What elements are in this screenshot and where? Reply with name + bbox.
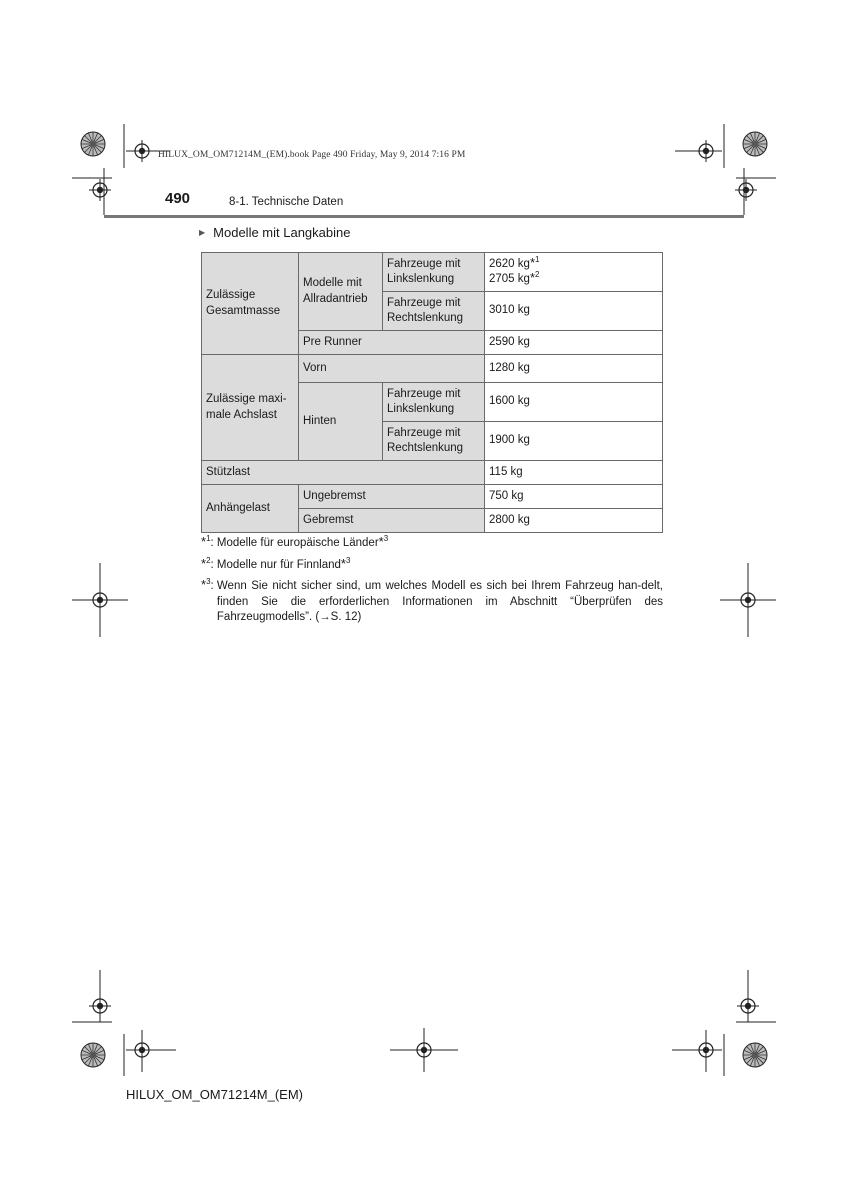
- footnote-star-icon: *: [340, 555, 346, 571]
- footnote-1: [201, 536, 663, 552]
- footnote-1-text: Modelle für europäische Länder: [216, 537, 379, 549]
- links-values: [485, 253, 663, 292]
- footnote-num: 3: [206, 577, 211, 587]
- footnote-num: 2: [206, 555, 211, 565]
- links-value-1: 2620 kg: [489, 257, 530, 270]
- links-label: Fahrzeuge mit Linkslenkung: [383, 253, 485, 292]
- hinten-label: Hinten: [299, 383, 383, 461]
- prerunner-label: Pre Runner: [299, 331, 485, 355]
- allrad-label: Modelle mit Allradantrieb: [299, 253, 383, 331]
- subheading-text: Modelle mit Langkabine: [213, 225, 351, 240]
- page-number: 490: [165, 190, 191, 207]
- links-value-2: 2705 kg: [489, 273, 530, 285]
- footnotes: [201, 536, 663, 632]
- achs-links-value: 1600 kg: [485, 383, 663, 422]
- footnote-ref: 1: [535, 254, 540, 264]
- subheading: [199, 225, 350, 240]
- rechts-value: 3010 kg: [485, 292, 663, 331]
- footnote-star-icon: *: [378, 534, 384, 549]
- crop-mark-bottom-center: [390, 1028, 458, 1072]
- footnote-2-text: Modelle nur für Finnland: [216, 558, 341, 571]
- footnote-3: [201, 579, 663, 626]
- crop-mark-middle-right: [720, 563, 776, 637]
- footnote-2: [201, 555, 663, 574]
- footnote-ref: 3: [383, 534, 389, 544]
- footnote-star-icon: *: [201, 534, 207, 549]
- gebremst-value: 2800 kg: [485, 509, 663, 533]
- crop-mark-top-left: [72, 124, 170, 215]
- vorn-value: 1280 kg: [485, 355, 663, 383]
- crop-mark-top-right: [675, 124, 776, 215]
- footnote-star-icon: *: [201, 577, 207, 592]
- stuetzlast-value: 115 kg: [485, 461, 663, 485]
- footnote-num: 1: [206, 534, 211, 544]
- rechts-label: Fahrzeuge mit Rechtslenkung: [383, 292, 485, 331]
- print-info-line: HILUX_OM_OM71214M_(EM).book Page 490 Friday, May 9, 2014 7:16 PM: [158, 150, 466, 160]
- section-title: 8-1. Technische Daten: [229, 196, 344, 208]
- footnote-star-icon: *: [529, 270, 535, 285]
- gebremst-label: Gebremst: [299, 509, 485, 533]
- header-rule: [104, 215, 744, 218]
- footnote-marker: *$^2$:: [201, 555, 217, 571]
- footnote-marker: *$^3$:: [201, 577, 217, 592]
- footnote-3-text: Wenn Sie nicht sicher sind, um welches Modell es sich bei Ihrem Fahrzeug han-delt, finden Sie die erforderlichen Informationen im Abschnitt “Überprüfen des Fahrzeugmodells”. (→S. 12): [216, 580, 663, 623]
- footnote-ref: 2: [535, 270, 540, 280]
- achs-rechts-value: 1900 kg: [485, 422, 663, 461]
- table-row: [202, 355, 663, 383]
- table-row: [202, 461, 663, 485]
- footnote-text: [216, 555, 351, 574]
- footer-code: HILUX_OM_OM71214M_(EM): [126, 1087, 303, 1102]
- achs-rechts-label: Fahrzeuge mit Rechtslenkung: [383, 422, 485, 461]
- table-row: [202, 253, 663, 292]
- footnote-star-icon: *: [529, 254, 535, 270]
- gesamtmasse-label: Zulässige Gesamtmasse: [202, 253, 299, 355]
- ungebremst-value: 750 kg: [485, 485, 663, 509]
- footnote-ref: 3: [345, 555, 351, 565]
- table-row: [202, 485, 663, 509]
- footnote-marker: *$^1$:: [201, 534, 217, 549]
- stuetzlast-label: Stützlast: [202, 461, 485, 485]
- achslast-label: Zulässige maxi-male Achslast: [202, 355, 299, 461]
- prerunner-value: 2590 kg: [485, 331, 663, 355]
- footnote-text: [217, 536, 388, 552]
- triangle-bullet-icon: ▶: [199, 228, 206, 237]
- anhaengelast-label: Anhängelast: [202, 485, 299, 533]
- footnote-star-icon: *: [201, 555, 207, 571]
- achs-links-label: Fahrzeuge mit Linkslenkung: [383, 383, 485, 422]
- crop-mark-bottom-left: [72, 970, 176, 1076]
- crop-mark-middle-left: [72, 563, 128, 637]
- crop-mark-bottom-right: [672, 970, 776, 1076]
- vorn-label: Vorn: [299, 355, 485, 383]
- ungebremst-label: Ungebremst: [299, 485, 485, 509]
- weights-table: [201, 252, 663, 533]
